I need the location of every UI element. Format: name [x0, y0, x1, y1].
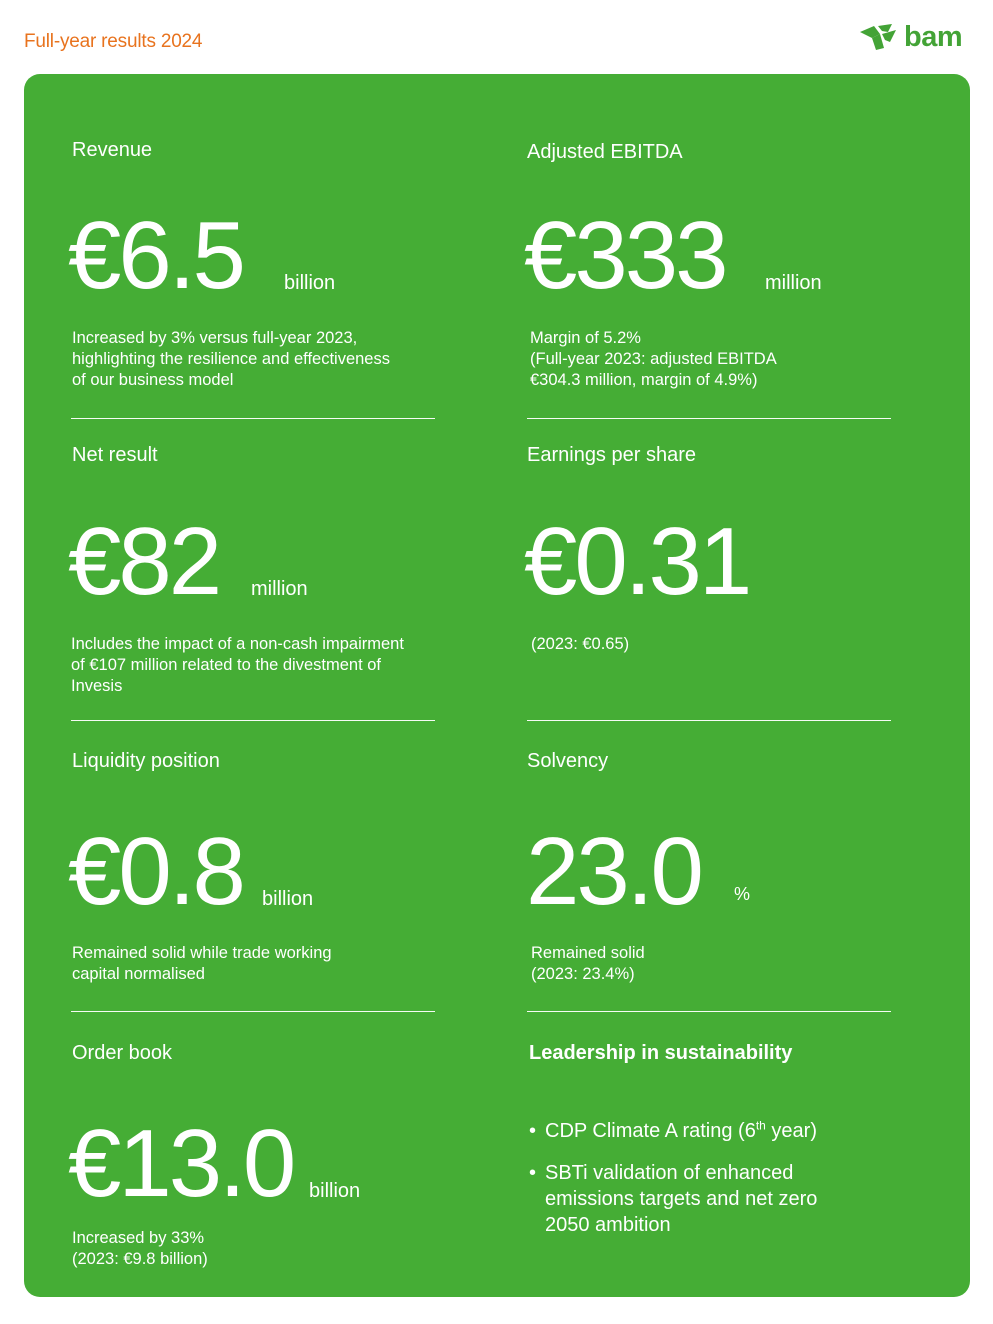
divider	[71, 418, 435, 419]
divider	[71, 720, 435, 721]
solvency-desc-line: Remained solid	[531, 944, 645, 962]
bullet-text: 2050 ambition	[545, 1214, 671, 1236]
bullet-text: • SBTi validation of enhanced	[545, 1162, 794, 1184]
sustainability-bullet	[529, 1118, 869, 1144]
net-result-desc-line: Includes the impact of a non-cash impairment	[71, 635, 404, 653]
divider	[527, 720, 891, 721]
revenue-label: Revenue	[72, 139, 153, 161]
revenue-desc-line: Increased by 3% versus full-year 2023,	[72, 329, 358, 347]
ebitda-unit: million	[765, 272, 822, 294]
order-book-desc-line: (2023: €9.8 billion)	[72, 1250, 208, 1268]
net-result-value: €82	[68, 508, 220, 615]
solvency-value: 23.0	[526, 818, 701, 925]
ebitda-value: €333	[524, 202, 726, 309]
ebitda-desc-line: €304.3 million, margin of 4.9%)	[530, 371, 758, 389]
bam-logo	[858, 20, 970, 54]
order-book-unit: billion	[309, 1180, 361, 1202]
ebitda-description	[530, 328, 900, 391]
divider	[527, 418, 891, 419]
bullet-text: emissions targets and net zero	[545, 1188, 818, 1210]
net-result-desc-line: Invesis	[71, 677, 123, 695]
eps-desc-line: (2023: €0.65)	[531, 635, 630, 653]
liquidity-value: €0.8	[68, 818, 243, 925]
results-panel	[24, 74, 970, 1297]
bam-logo-icon	[858, 22, 902, 52]
sustainability-bullet	[529, 1160, 869, 1238]
revenue-unit: billion	[284, 272, 336, 294]
net-result-description	[71, 634, 441, 697]
liquidity-description	[72, 943, 442, 985]
eps-description	[531, 634, 901, 655]
order-book-desc-line: Increased by 33%	[72, 1229, 205, 1247]
net-result-label: Net result	[72, 444, 158, 466]
ebitda-desc-line: Margin of 5.2%	[530, 329, 641, 347]
order-book-label: Order book	[72, 1042, 173, 1064]
revenue-desc-line: of our business model	[72, 371, 234, 389]
bullet-text: CDP Climate A rating (6	[545, 1120, 756, 1142]
sustainability-title: Leadership in sustainability	[529, 1042, 793, 1064]
solvency-label: Solvency	[527, 750, 609, 772]
liquidity-desc-line: capital normalised	[72, 965, 205, 983]
net-result-unit: million	[251, 578, 308, 600]
liquidity-label: Liquidity position	[72, 750, 220, 772]
order-book-description	[72, 1228, 442, 1270]
bam-logo-text: bam	[904, 20, 963, 53]
revenue-value: €6.5	[68, 202, 243, 309]
eps-label: Earnings per share	[527, 444, 696, 466]
order-book-value: €13.0	[68, 1110, 294, 1217]
solvency-unit: %	[734, 884, 751, 904]
solvency-desc-line: (2023: 23.4%)	[531, 965, 635, 983]
eps-value: €0.31	[524, 508, 750, 615]
ebitda-label: Adjusted EBITDA	[527, 141, 683, 163]
revenue-description	[72, 328, 442, 391]
divider	[71, 1011, 435, 1012]
bullet-text: year)	[765, 1120, 817, 1142]
solvency-description	[531, 943, 901, 985]
page-title: Full-year results 2024	[24, 31, 203, 52]
sustainability-bullets	[529, 1118, 869, 1254]
liquidity-unit: billion	[262, 888, 314, 910]
bullet-superscript: th	[755, 1118, 766, 1133]
revenue-desc-line: highlighting the resilience and effectiveness	[72, 350, 390, 368]
divider	[527, 1011, 891, 1012]
liquidity-desc-line: Remained solid while trade working	[72, 944, 332, 962]
net-result-desc-line: of €107 million related to the divestment of	[71, 656, 382, 674]
ebitda-desc-line: (Full-year 2023: adjusted EBITDA	[530, 350, 777, 368]
